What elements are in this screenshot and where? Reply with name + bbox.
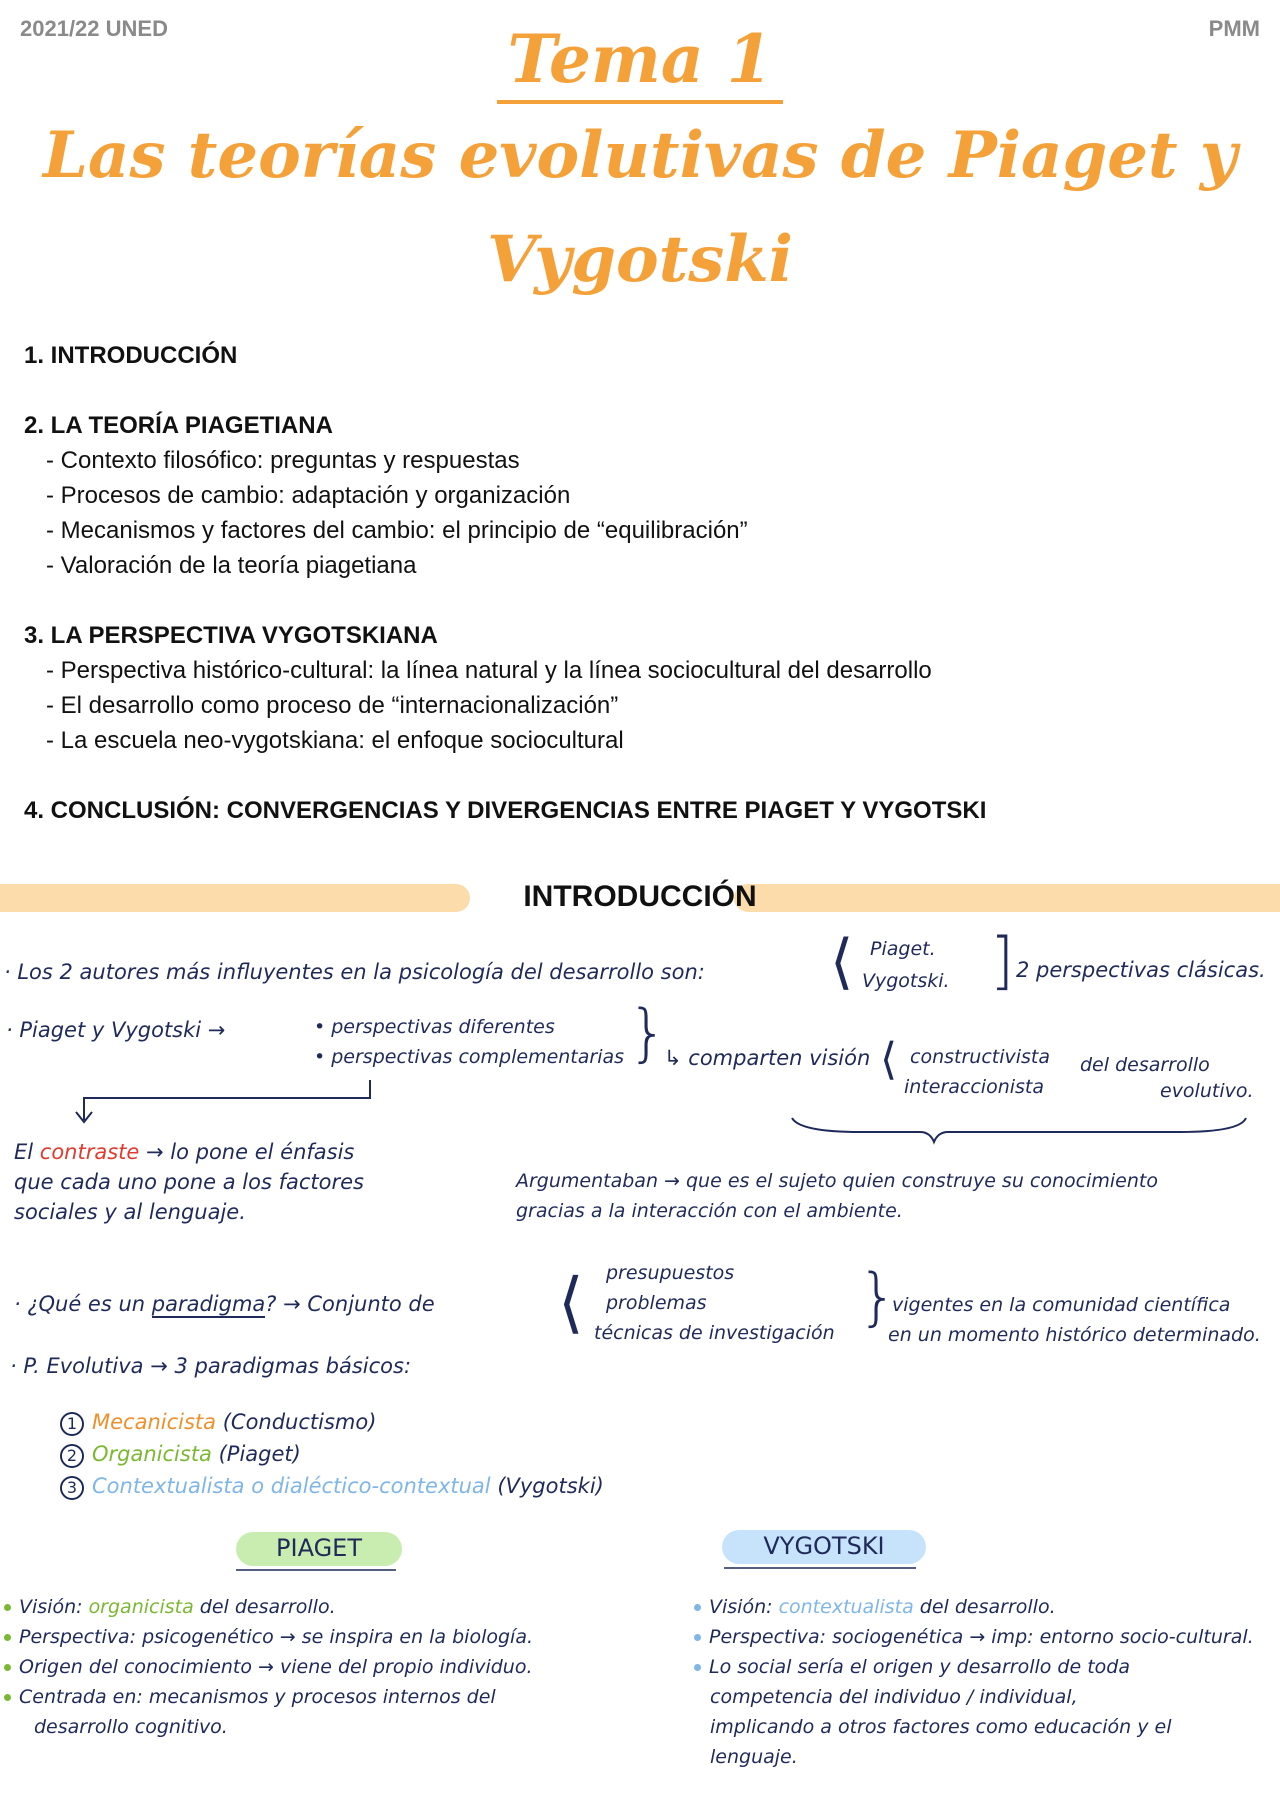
contrast-line1 xyxy=(14,1140,354,1164)
paradigm-pre: · ¿Qué es un xyxy=(14,1292,152,1316)
bullet-dot xyxy=(694,1634,701,1641)
toc-item: - El desarrollo como proceso de “internacionalización” xyxy=(46,692,619,719)
piaget-b4-l2: desarrollo cognitivo. xyxy=(34,1716,228,1738)
paradigm-post: ? → Conjunto de xyxy=(265,1292,435,1316)
bullet-dot xyxy=(694,1604,701,1611)
perspective-different: • perspectivas diferentes xyxy=(314,1016,555,1038)
toc-section-4: 4. CONCLUSIÓN: CONVERGENCIAS Y DIVERGENCIAS ENTRE PIAGET Y VYGOTSKI xyxy=(24,797,987,824)
toc-item: - Contexto filosófico: preguntas y respuestas xyxy=(46,447,520,474)
bracket-right: ] xyxy=(990,924,1015,997)
piaget-b1-pre: Visión: xyxy=(19,1596,89,1618)
paradigm-right-line2: en un momento histórico determinado. xyxy=(888,1324,1261,1346)
of-development-text: del desarrollo xyxy=(1080,1054,1210,1076)
perspective-complementary: • perspectivas complementarias xyxy=(314,1046,625,1068)
piaget-label: PIAGET xyxy=(276,1534,362,1562)
paradigm-presuppositions: presupuestos xyxy=(606,1262,735,1284)
piaget-b1-post: del desarrollo. xyxy=(193,1596,336,1618)
toc-section-1: 1. INTRODUCCIÓN xyxy=(24,342,238,369)
contrast-post: → lo pone el énfasis xyxy=(139,1140,355,1164)
header-left-text: 2021/22 UNED xyxy=(20,16,168,41)
intro-heading: INTRODUCCIÓN xyxy=(523,880,757,913)
paradigm-brace-right: } xyxy=(858,1260,898,1333)
toc-item: - Perspectiva histórico-cultural: la línea natural y la línea sociocultural del desarrollo xyxy=(46,657,932,684)
bullet-dot xyxy=(4,1604,11,1611)
contrast-line3: sociales y al lenguaje. xyxy=(14,1200,246,1224)
intro-line1: · Los 2 autores más influyentes en la psicología del desarrollo son: xyxy=(4,960,705,984)
evolutive-text: evolutivo. xyxy=(1160,1080,1254,1102)
toc-item: - Procesos de cambio: adaptación y organización xyxy=(46,482,571,509)
number-3: 3 xyxy=(60,1476,84,1500)
intro-two-perspectives: 2 perspectivas clásicas. xyxy=(1016,958,1266,982)
piaget-bullet-2 xyxy=(4,1626,533,1648)
vygotski-b3-l2: competencia del individuo / individual, xyxy=(710,1686,1078,1708)
brace-right: } xyxy=(628,996,668,1069)
piaget-b4-l1: Centrada en: mecanismos y procesos internos del xyxy=(19,1686,496,1708)
paradigm-word: paradigma xyxy=(151,1292,266,1316)
tema-title-text: Tema 1 xyxy=(497,20,782,104)
paradigm-right-line1: vigentes en la comunidad científica xyxy=(892,1294,1231,1316)
brace-left: ⟨ xyxy=(830,927,854,997)
toc-item: - La escuela neo-vygotskiana: el enfoque sociocultural xyxy=(46,727,624,754)
number-1: 1 xyxy=(60,1412,84,1436)
main-title-line2: Vygotski xyxy=(487,222,793,297)
vygotski-b1-post: del desarrollo. xyxy=(913,1596,1056,1618)
toc-item: - Mecanismos y factores del cambio: el principio de “equilibración” xyxy=(46,517,748,544)
argument-line1: Argumentaban → que es el sujeto quien construye su conocimiento xyxy=(516,1170,1158,1192)
brace-small-left: ⟨ xyxy=(880,1034,898,1085)
toc-item: - Valoración de la teoría piagetiana xyxy=(46,552,417,579)
main-title-line1: Las teorías evolutivas de Piaget y xyxy=(43,118,1237,193)
contrast-pre: El xyxy=(14,1140,40,1164)
piaget-bullet-1 xyxy=(4,1596,336,1618)
intro-piaget: Piaget. xyxy=(870,938,936,960)
intro-line2: · Piaget y Vygotski → xyxy=(6,1018,226,1042)
constructivist-text: constructivista xyxy=(910,1046,1051,1068)
organicist-text: Organicista xyxy=(92,1442,212,1466)
argument-line2: gracias a la interacción con el ambiente. xyxy=(516,1200,903,1222)
vygotski-bullet-2 xyxy=(694,1626,1254,1648)
toc-section-3: 3. LA PERSPECTIVA VYGOTSKIANA xyxy=(24,622,438,649)
vygotski-bullet-1 xyxy=(694,1596,1056,1618)
intro-vygotski: Vygotski. xyxy=(862,970,950,992)
paradigm-item-1 xyxy=(60,1410,376,1436)
paradigm-brace-left: ⟨ xyxy=(558,1264,584,1341)
bullet-dot xyxy=(4,1664,11,1671)
mechanicist-text: Mecanicista xyxy=(92,1410,217,1434)
bullet-dot xyxy=(694,1664,701,1671)
vygotski-label: VYGOTSKI xyxy=(763,1532,885,1560)
number-2: 2 xyxy=(60,1444,84,1468)
vygotski-paren-text: (Vygotski) xyxy=(490,1474,604,1498)
paradigm-item-2 xyxy=(60,1442,301,1468)
piaget-bullet-3 xyxy=(4,1656,533,1678)
paradigm-item-3 xyxy=(60,1474,604,1500)
piaget-b3: Origen del conocimiento → viene del propio individuo. xyxy=(19,1656,533,1678)
paradigm-problems: problemas xyxy=(606,1292,707,1314)
contextualist-text: Contextualista o dialéctico-contextual xyxy=(92,1474,491,1498)
evolutive-paradigms: · P. Evolutiva → 3 paradigmas básicos: xyxy=(10,1354,412,1378)
vygotski-bullet-3 xyxy=(694,1656,1130,1678)
contrast-line2: que cada uno pone a los factores xyxy=(14,1170,364,1194)
vygotski-b2: Perspectiva: sociogenética → imp: entorno socio-cultural. xyxy=(709,1626,1254,1648)
contrast-word: contraste xyxy=(39,1140,140,1164)
header-right-text: PMM xyxy=(1208,16,1260,41)
paradigm-question xyxy=(14,1292,435,1316)
conductism-text: (Conductismo) xyxy=(216,1410,377,1434)
interactionist-text: interaccionista xyxy=(904,1076,1045,1098)
vygotski-b1-word: contextualista xyxy=(778,1596,914,1618)
piaget-bullet-4 xyxy=(4,1686,496,1708)
piaget-paren-text: (Piaget) xyxy=(211,1442,301,1466)
toc-section-2: 2. LA TEORÍA PIAGETIANA xyxy=(24,412,333,439)
piaget-b2: Perspectiva: psicogenético → se inspira en la biología. xyxy=(19,1626,534,1648)
vygotski-b1-pre: Visión: xyxy=(709,1596,779,1618)
vygotski-b3-l1: Lo social sería el origen y desarrollo de toda xyxy=(709,1656,1130,1678)
vygotski-b3-l3: implicando a otros factores como educación y el xyxy=(710,1716,1172,1738)
paradigm-techniques: técnicas de investigación xyxy=(594,1322,835,1344)
bullet-dot xyxy=(4,1694,11,1701)
vygotski-b3-l4: lenguaje. xyxy=(710,1746,798,1768)
share-vision: ↳ comparten visión xyxy=(664,1046,871,1070)
piaget-b1-word: organicista xyxy=(88,1596,194,1618)
bullet-dot xyxy=(4,1634,11,1641)
